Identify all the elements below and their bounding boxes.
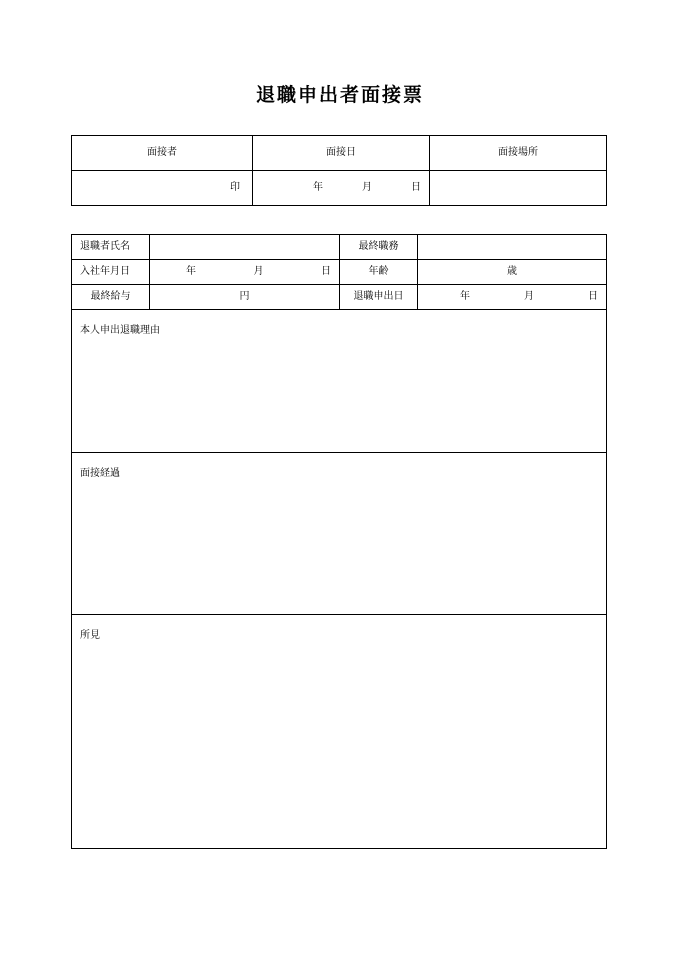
- interview-date-label: 面接日: [253, 136, 430, 171]
- resign-date-field[interactable]: [418, 285, 607, 310]
- employee-name-field[interactable]: [150, 235, 340, 260]
- opinion-label: 所見: [80, 630, 100, 641]
- resign-date-label: 退職申出日: [340, 285, 418, 310]
- interview-place-field[interactable]: [430, 171, 607, 206]
- age-unit: 歳: [507, 266, 517, 277]
- process-section[interactable]: [72, 453, 607, 615]
- year-unit: 年: [460, 291, 470, 302]
- final-salary-field[interactable]: [150, 285, 340, 310]
- seal-mark: 印: [230, 182, 240, 193]
- final-salary-label: 最終給与: [72, 285, 150, 310]
- final-post-label: 最終職務: [340, 235, 418, 260]
- age-label: 年齢: [340, 260, 418, 285]
- page-title: 退職申出者面接票: [255, 84, 424, 106]
- month-unit: 月: [362, 182, 372, 193]
- interviewer-label: 面接者: [72, 136, 253, 171]
- join-date-field[interactable]: [150, 260, 340, 285]
- day-unit: 日: [321, 266, 331, 277]
- employee-name-label: 退職者氏名: [72, 235, 150, 260]
- year-unit: 年: [313, 182, 323, 193]
- interview-place-label: 面接場所: [430, 136, 607, 171]
- day-unit: 日: [588, 291, 598, 302]
- process-label: 面接経過: [80, 468, 120, 479]
- final-post-field[interactable]: [418, 235, 607, 260]
- day-unit: 日: [411, 182, 421, 193]
- interview-date-field[interactable]: [253, 171, 430, 206]
- age-field[interactable]: [418, 260, 607, 285]
- interview-info-table: [71, 135, 607, 206]
- employee-info-table: [71, 234, 607, 849]
- yen-unit: 円: [239, 291, 250, 302]
- reason-section[interactable]: [72, 310, 607, 453]
- join-date-label: 入社年月日: [72, 260, 150, 285]
- month-unit: 月: [253, 266, 264, 277]
- month-unit: 月: [524, 291, 534, 302]
- interviewer-field[interactable]: [72, 171, 253, 206]
- opinion-section[interactable]: [72, 615, 607, 849]
- year-unit: 年: [186, 266, 196, 277]
- reason-label: 本人申出退職理由: [80, 325, 160, 336]
